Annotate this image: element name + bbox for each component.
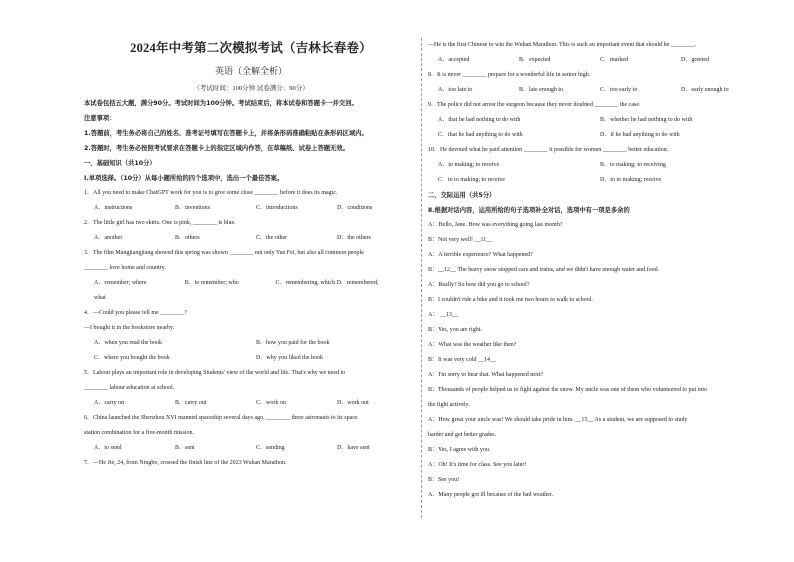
note-1: 1.答题前，考生务必将自己的姓名、准考证号填写在答题卡上，并将条形码准确粘贴在条形码区域内。: [84, 130, 368, 137]
option[interactable]: A．accepted: [438, 57, 470, 63]
option[interactable]: A．that he had nothing to do with: [438, 117, 521, 123]
question-4-options-row-1: [84, 336, 418, 351]
dialogue-line: B：It was very cold __14__: [428, 357, 496, 363]
dialogue-line: B：Yes, I agree with you.: [428, 447, 491, 453]
question-7-continued: —He is the first Chinese to win the Wuhan Marathon. This is such an important event that should be ________.: [428, 42, 697, 48]
dialogue-line: B：I couldn't ride a bike and it took me two hours to walk to school.: [428, 297, 593, 303]
right-column: [428, 38, 762, 503]
option[interactable]: B．how you paid for the book: [256, 340, 330, 346]
option[interactable]: A．another: [94, 235, 123, 241]
section-2-heading: 二、交际运用（共5分）: [428, 192, 496, 199]
dialogue-line: the fight actively.: [428, 402, 470, 408]
column-divider: [421, 38, 423, 518]
option[interactable]: A．instructions: [94, 205, 133, 211]
option[interactable]: A．remember; where: [94, 280, 147, 286]
question-4-line-1: 4．—Could you please tell me ________?: [84, 310, 187, 316]
question-6-line-1: 6．China launched the Shenzhou XVI manned spaceship several days ago, ________ three astronauts to its space: [84, 415, 358, 421]
question-3-option-tail: what: [94, 295, 106, 301]
dialogue-line: B：__12__ The heavy snow stopped cars and trains, and we didn't have enough water and food.: [428, 267, 660, 273]
option[interactable]: C．the other: [256, 235, 288, 241]
dialogue-line: B：Yes, you are right.: [428, 327, 482, 333]
dialogue-line: A：Oh! It's time for class. See you later!: [428, 462, 527, 468]
option[interactable]: B．sent: [175, 445, 195, 451]
note-2: 2.答题时，考生务必按照考试要求在答题卡上的指定区域内作答，在草稿纸、试卷上答题无效。: [84, 145, 349, 152]
question-10: 10．He devoted what he paid attention ________ it possible for women ________ better education.: [428, 147, 669, 153]
option[interactable]: C．sending: [256, 445, 285, 451]
option[interactable]: B．others: [175, 235, 200, 241]
dialogue-line: A：What was the weather like then?: [428, 342, 517, 348]
question-4-options-row-2: [84, 351, 418, 366]
question-3-line-2: ________ love home and country.: [84, 265, 166, 271]
option[interactable]: C．remembering, which D．remembered,: [275, 280, 379, 286]
question-9-options-row-2: [428, 128, 762, 143]
intro-paragraph: 本试卷包括五大题，满分90分。考试时间为100分钟。考试结束后，将本试卷和答题卡一并交回。: [84, 100, 358, 107]
option[interactable]: D．why you liked the book: [256, 355, 323, 361]
question-8: 8．It is never ________ prepare for a wonderful life in senior high.: [428, 72, 591, 78]
option[interactable]: A．to send: [94, 445, 122, 451]
question-10-options-row-2: [428, 173, 762, 188]
question-6-options: [84, 441, 418, 456]
option[interactable]: D．conditions: [337, 205, 373, 211]
question-5-line-2: ________ labour education at school.: [84, 385, 175, 391]
option[interactable]: D．if he had anything to do with: [600, 132, 680, 138]
question-8-options: [428, 83, 762, 98]
exam-meta: （考试时间：100分钟 试卷满分：90分）: [193, 85, 309, 92]
dialogue-option: A．Many people got ill because of the bad weather.: [428, 492, 554, 498]
option[interactable]: C．too early to: [600, 87, 638, 93]
option[interactable]: B．inventions: [175, 205, 211, 211]
dialogue-line: A：Hello, Jane. How was everything going last month?: [428, 222, 563, 228]
question-9-options-row-1: [428, 113, 762, 128]
option[interactable]: B．carry out: [175, 400, 207, 406]
option[interactable]: C．that he had anything to do with: [438, 132, 523, 138]
page-subtitle: 英语（全解全析）: [214, 66, 287, 76]
question-7-options: [428, 53, 762, 68]
dialogue-line: A：How great your uncle was! We should take pride in him. __15__ As a student, we are supposed to study: [428, 417, 688, 423]
question-7: 7．—He Jie, 24, from Ningbo, crossed the finish line of the 2023 Wuhan Marathon.: [84, 460, 287, 466]
question-2-options: [84, 231, 418, 246]
dialogue-line: B：Not very well! __11__: [428, 237, 493, 243]
option[interactable]: D．have sent: [337, 445, 370, 451]
dialogue-line: A：Really? So how did you go to school?: [428, 282, 530, 288]
option[interactable]: A．carry on: [94, 400, 125, 406]
question-6-line-2: station combination for a five-month mission.: [84, 430, 194, 436]
option[interactable]: C．introductions: [256, 205, 298, 211]
option[interactable]: D．work out: [337, 400, 369, 406]
option[interactable]: B．late enough to: [519, 87, 563, 93]
option[interactable]: D．early enough to: [681, 87, 729, 93]
question-2: 2．The little girl has two skirts. One is pink, ________ is blue.: [84, 220, 236, 226]
dialogue-line: A： __13__: [428, 312, 458, 318]
notes-title: 注意事项：: [84, 115, 116, 122]
dialogue-line: A：I'm sorry to hear that. What happened next?: [428, 372, 544, 378]
option[interactable]: B．expected: [519, 57, 551, 63]
option[interactable]: B．to remember; who: [184, 280, 239, 286]
section-1-heading: 一、基础知识（共10分）: [84, 160, 156, 167]
question-5-options: [84, 396, 418, 411]
option[interactable]: C．work on: [256, 400, 286, 406]
option[interactable]: C．where you bought the book: [94, 355, 170, 361]
dialogue-line: B：Thousands of people helped us to fight against the snow. My uncle was one of them who volunteered to put into: [428, 387, 708, 393]
option[interactable]: A．too late to: [438, 87, 473, 93]
dialogue-line: harder and get better grades.: [428, 432, 497, 438]
option[interactable]: C．marked: [600, 57, 628, 63]
option[interactable]: A．to making; to receive: [438, 162, 500, 168]
option[interactable]: A．when you read the book: [94, 340, 162, 346]
section-1-part: Ⅰ.单项选择。（10分）从每小题所给的四个选项中，选出一个最佳答案。: [84, 175, 284, 182]
question-3-options: [84, 276, 418, 291]
question-5-line-1: 5．Labour plays an important role in developing Students' view of the world and life. That's why we need to: [84, 370, 346, 376]
dialogue-line: A：A terrible experience? What happened?: [428, 252, 533, 258]
question-3-line-1: 3．The film Mangjiangjiang showed this spring was shown ________ not only Yue Fei, but also all common people: [84, 250, 364, 256]
question-9: 9．The police did not arrest the surgeon because they never doubted ________ the case.: [428, 102, 641, 108]
option[interactable]: D．the others: [337, 235, 371, 241]
question-1-options: [84, 201, 418, 216]
option[interactable]: D．to to making; receive: [600, 177, 662, 183]
left-column: [84, 38, 418, 471]
dialogue-line: B：See you!: [428, 477, 460, 483]
page-title: 2024年中考第二次模拟考试（吉林长春卷）: [130, 41, 372, 55]
question-1: 1．All you need to make ChatGPT work for you is to give some close ________ before it does its magic.: [84, 190, 338, 196]
option[interactable]: D．greeted: [681, 57, 709, 63]
option[interactable]: C．to to making; to receive: [438, 177, 505, 183]
section-2-part: Ⅱ.根据对话内容，运用所给的句子选项补全对话，选项中有一项是多余的: [428, 207, 630, 214]
option[interactable]: B．to making; to receiving: [600, 162, 666, 168]
option[interactable]: B．whether he had nothing to do with: [600, 117, 693, 123]
question-4-line-2: —I bought it in the bookstore nearby.: [84, 325, 175, 331]
question-10-options-row-1: [428, 158, 762, 173]
